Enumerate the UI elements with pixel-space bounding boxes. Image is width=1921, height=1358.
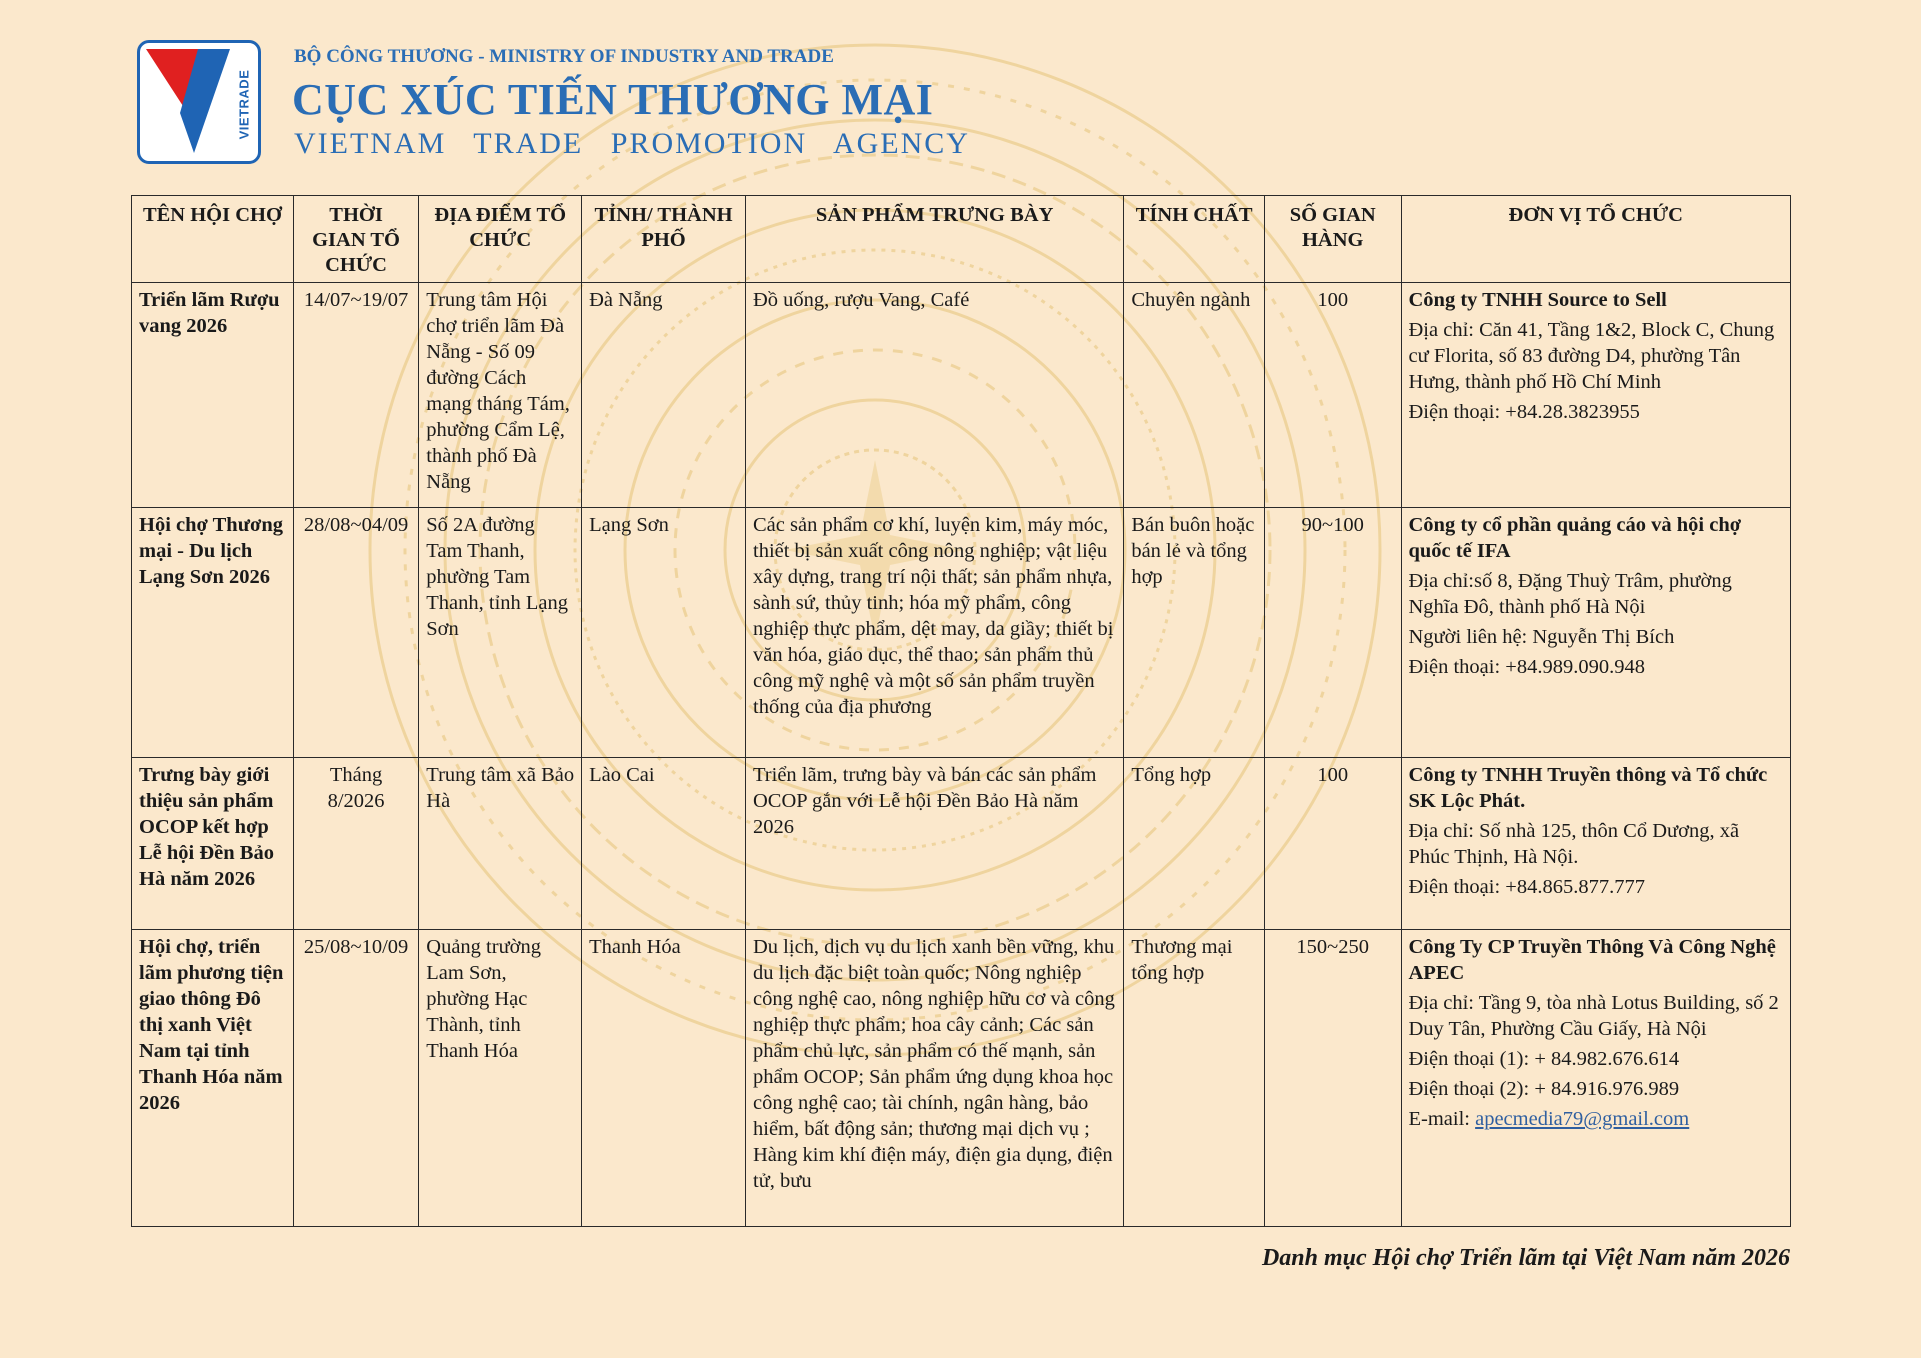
- column-header: TÍNH CHẤT: [1124, 196, 1265, 283]
- fair-products: Du lịch, dịch vụ du lịch xanh bền vững, khu du lịch đặc biệt toàn quốc; Nông nghiệp công nghệ cao, nông nghiệp hữu cơ và công nghiệp thực phẩm; hoa cây cảnh; Các sản phẩm chủ lực, sản phẩm có thế mạnh, sản phẩm OCOP; Sản phẩm ứng dụng khoa học công nghệ cao; tài chính, ngân hàng, bảo hiểm, bất động sản; thương mại dịch vụ ; Hàng kim khí điện máy, điện gia dụng, điện tử, bưu: [753, 936, 1115, 1192]
- column-header: ĐỊA ĐIỂM TỔ CHỨC: [419, 196, 582, 283]
- fair-name: Hội chợ Thương mại - Du lịch Lạng Sơn 2026: [132, 508, 294, 758]
- fair-venue: Trung tâm Hội chợ triển lãm Đà Nẵng - Số 09 đường Cách mạng tháng Tám, phường Cẩm Lệ, thành phố Đà Nẵng: [419, 283, 582, 508]
- column-header: TÊN HỘI CHỢ: [132, 196, 294, 283]
- email-label: E-mail:: [1408, 1108, 1476, 1130]
- trade-fair-table: [131, 195, 1791, 1227]
- vietrade-logo: [137, 40, 261, 164]
- fair-province: Lào Cai: [582, 758, 746, 930]
- fair-booths: 150~250: [1264, 930, 1401, 1227]
- table-row: [132, 758, 1791, 930]
- fair-booths: 90~100: [1264, 508, 1401, 758]
- fair-organizer: [1401, 758, 1791, 930]
- fair-time: 25/08~10/09: [293, 930, 418, 1227]
- fair-time: Tháng 8/2026: [293, 758, 418, 930]
- organizer-address: Địa chỉ: Số nhà 125, thôn Cổ Dương, xã Phúc Thịnh, Hà Nội.: [1408, 820, 1740, 868]
- organizer-phone: Điện thoại: +84.989.090.948: [1408, 656, 1645, 678]
- column-header: SẢN PHẨM TRƯNG BÀY: [746, 196, 1124, 283]
- organizer-phone: Điện thoại: +84.28.3823955: [1408, 401, 1640, 423]
- fair-venue: Trung tâm xã Bảo Hà: [419, 758, 582, 930]
- fair-time: 28/08~04/09: [293, 508, 418, 758]
- fair-booths: 100: [1264, 283, 1401, 508]
- fair-province: Thanh Hóa: [582, 930, 746, 1227]
- fair-products: Triển lãm, trưng bày và bán các sản phẩm OCOP gắn với Lễ hội Đền Bảo Hà năm 2026: [746, 758, 1124, 930]
- organizer-name: Công ty TNHH Source to Sell: [1408, 289, 1667, 311]
- fair-organizer: [1401, 508, 1791, 758]
- agency-title-en: VIETNAM TRADE PROMOTION AGENCY: [294, 127, 970, 160]
- fair-name: Hội chợ, triển lãm phương tiện giao thông Đô thị xanh Việt Nam tại tỉnh Thanh Hóa năm 2026: [132, 930, 294, 1227]
- organizer-phone-2: Điện thoại (2): + 84.916.976.989: [1408, 1078, 1680, 1100]
- fair-name: Triển lãm Rượu vang 2026: [132, 283, 294, 508]
- column-header: ĐƠN VỊ TỔ CHỨC: [1401, 196, 1791, 283]
- fair-name: Trưng bày giới thiệu sản phẩm OCOP kết hợp Lễ hội Đền Bảo Hà năm 2026: [132, 758, 294, 930]
- column-header: TỈNH/ THÀNH PHỐ: [582, 196, 746, 283]
- fair-type: Chuyên ngành: [1124, 283, 1265, 508]
- fair-organizer: [1401, 283, 1791, 508]
- organizer-address: Địa chỉ: Căn 41, Tầng 1&2, Block C, Chung cư Florita, số 83 đường D4, phường Tân Hưng, thành phố Hồ Chí Minh: [1408, 319, 1775, 393]
- fair-products: Các sản phẩm cơ khí, luyện kim, máy móc, thiết bị sản xuất công nông nghiệp; vật liệu xây dựng, trang trí nội thất; sản phẩm nhựa, sành sứ, thủy tinh; hóa mỹ phẩm, công nghiệp thực phẩm, dệt may, da giầy; thiết bị văn hóa, giáo dục, thể thao; sản phẩm thủ công mỹ nghệ và một số sản phẩm truyền thống của địa phương: [746, 508, 1124, 758]
- organizer-email-link[interactable]: apecmedia79@gmail.com: [1475, 1108, 1690, 1130]
- fair-type: Tổng hợp: [1124, 758, 1265, 930]
- organizer-email-line: [1409, 1106, 1784, 1132]
- fair-province: Lạng Sơn: [582, 508, 746, 758]
- logo-text: VIETRADE: [236, 69, 252, 139]
- organizer-address: Địa chỉ:số 8, Đặng Thuỳ Trâm, phường Nghĩa Đô, thành phố Hà Nội: [1408, 570, 1732, 618]
- organizer-address: Địa chỉ: Tầng 9, tòa nhà Lotus Building, số 2 Duy Tân, Phường Cầu Giấy, Hà Nội: [1408, 992, 1779, 1040]
- fair-time: 14/07~19/07: [293, 283, 418, 508]
- ministry-title: BỘ CÔNG THƯƠNG - MINISTRY OF INDUSTRY AND TRADE: [294, 46, 834, 67]
- fair-type: Bán buôn hoặc bán lẻ và tổng hợp: [1124, 508, 1265, 758]
- fair-organizer: [1401, 930, 1791, 1227]
- fair-type: Thương mại tổng hợp: [1124, 930, 1265, 1227]
- organizer-name: Công ty TNHH Truyền thông và Tổ chức SK Lộc Phát.: [1408, 764, 1768, 812]
- organizer-name: Công Ty CP Truyền Thông Và Công Nghệ APEC: [1408, 936, 1776, 984]
- agency-title-vn: CỤC XÚC TIẾN THƯƠNG MẠI: [292, 75, 934, 124]
- column-header: THỜI GIAN TỔ CHỨC: [293, 196, 418, 283]
- organizer-phone: Điện thoại: +84.865.877.777: [1408, 876, 1645, 898]
- table-row: [132, 283, 1791, 508]
- document-caption: Danh mục Hội chợ Triển lãm tại Việt Nam năm 2026: [1261, 1245, 1790, 1271]
- organizer-contact: Người liên hệ: Nguyễn Thị Bích: [1408, 626, 1675, 648]
- fair-booths: 100: [1264, 758, 1401, 930]
- table-row: [132, 930, 1791, 1227]
- table-row: [132, 508, 1791, 758]
- fair-venue: Số 2A đường Tam Thanh, phường Tam Thanh, tỉnh Lạng Sơn: [419, 508, 582, 758]
- column-header: SỐ GIAN HÀNG: [1264, 196, 1401, 283]
- fair-venue: Quảng trường Lam Sơn, phường Hạc Thành, tỉnh Thanh Hóa: [419, 930, 582, 1227]
- fair-products-cell: [746, 930, 1124, 1227]
- fair-products: Đồ uống, rượu Vang, Café: [746, 283, 1124, 508]
- table-header-row: [132, 196, 1791, 283]
- organizer-phone-1: Điện thoại (1): + 84.982.676.614: [1408, 1048, 1680, 1070]
- organizer-name: Công ty cổ phần quảng cáo và hội chợ quốc tế IFA: [1408, 514, 1742, 562]
- fair-province: Đà Nẵng: [582, 283, 746, 508]
